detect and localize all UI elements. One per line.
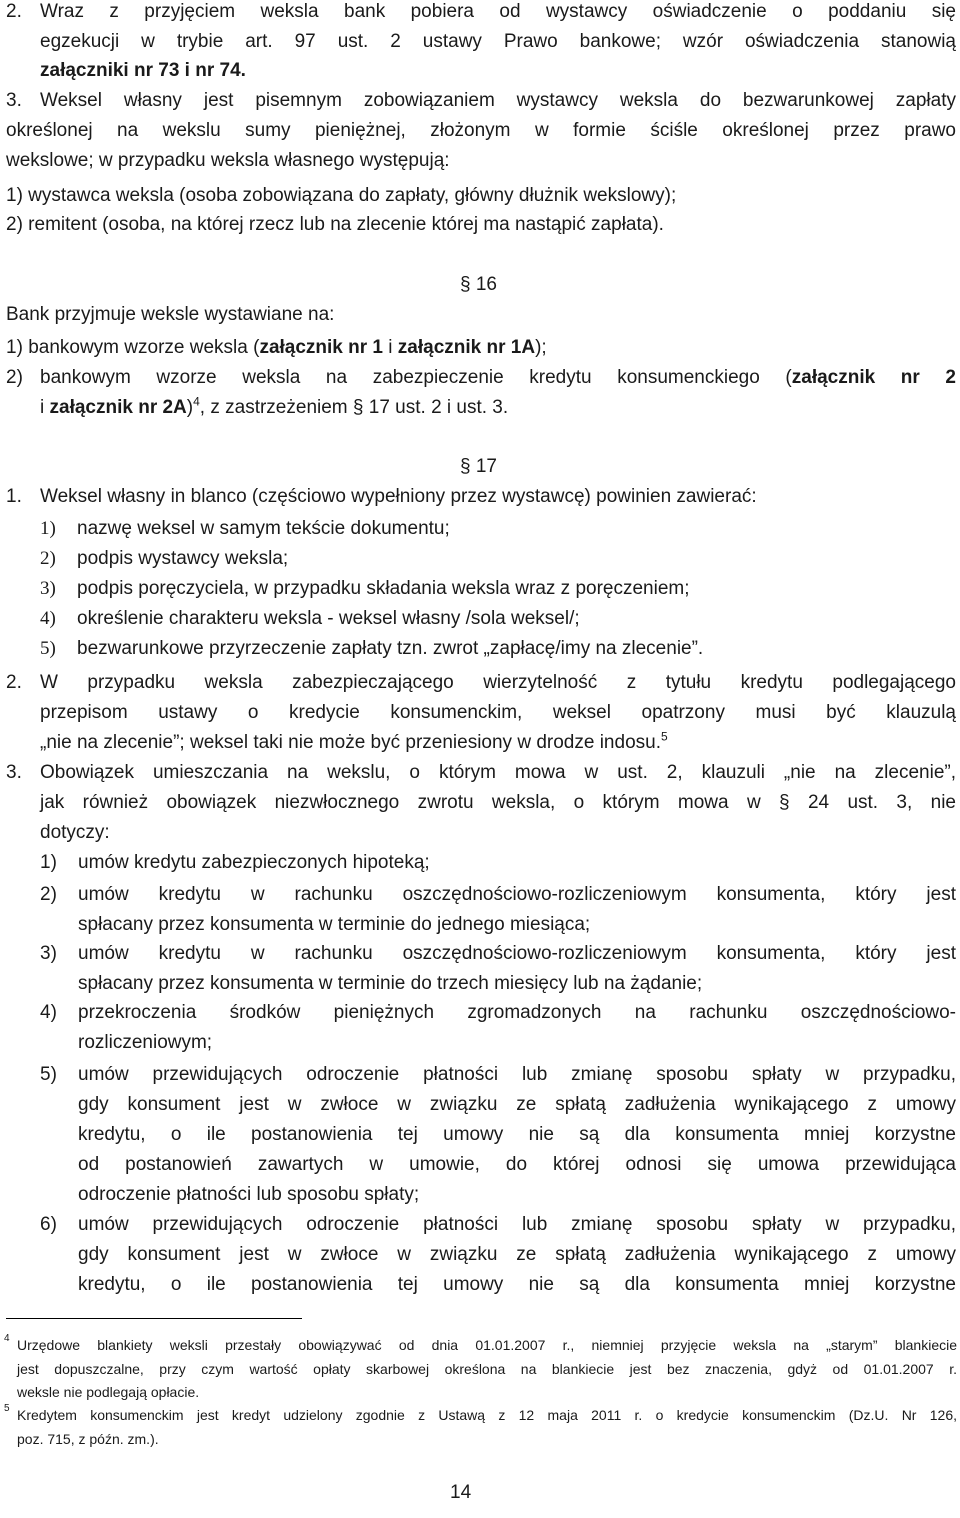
footnote-line: Urzędowe blankiety weksli przestały obowiązywać od dnia 01.01.2007 r., niemniej przyjęcie weksla na „starym” blankiecie xyxy=(17,1337,957,1353)
footnote-mark: 5 xyxy=(4,1403,10,1414)
inner-item-number: 5) xyxy=(40,1064,57,1085)
footnote-mark: 4 xyxy=(4,1333,10,1344)
inner-item-number: 5) xyxy=(40,638,56,659)
footnote-line: weksle nie podlegają opłacie. xyxy=(17,1384,200,1400)
list-item-continuation: i załącznik nr 2A)$^4$, z zastrzeżeniem § 17 ust. 2 i ust. 3. xyxy=(40,394,509,418)
inner-item-text: nazwę weksel w samym tekście dokumentu; xyxy=(77,518,450,539)
inner-item-line: spłacany przez konsumenta w terminie do jednego miesiąca; xyxy=(78,914,591,935)
list-item: 1) wystawca weksla (osoba zobowiązana do zapłaty, główny dłużnik wekslowy); xyxy=(6,185,677,206)
paragraph-line: egzekucji w trybie art. 97 ust. 2 ustawy Prawo bankowe; wzór oświadczenia stanowią xyxy=(40,31,956,52)
inner-item-text: podpis poręczyciela, w przypadku składania weksla wraz z poręczeniem; xyxy=(77,578,690,599)
inner-item-line: umów kredytu zabezpieczonych hipoteką; xyxy=(78,852,430,873)
paragraph-line: dotyczy: xyxy=(40,822,110,843)
inner-item-number: 4) xyxy=(40,608,56,629)
inner-item-line: umów kredytu w rachunku oszczędnościowo-rozliczeniowym konsumenta, który jest xyxy=(78,943,956,964)
paragraph-line: przepisom ustawy o kredycie konsumenckim, weksel opatrzony musi być klauzulą xyxy=(40,702,956,723)
inner-item-number: 3) xyxy=(40,578,56,599)
paragraph-line: W przypadku weksla zabezpieczającego wierzytelność z tytułu kredytu podlegającego xyxy=(40,672,956,693)
inner-item-text: określenie charakteru weksla - weksel własny /sola weksel/; xyxy=(77,608,580,629)
inner-item-text: podpis wystawcy weksla; xyxy=(77,548,289,569)
inner-item-number: 1) xyxy=(40,518,56,539)
item-number: 3. xyxy=(6,762,22,783)
inner-item-line: kredytu, o ile postanowienia tej umowy nie są dla konsumenta mniej korzystne xyxy=(78,1124,956,1145)
inner-item-line: przekroczenia środków pieniężnych zgromadzonych na rachunku oszczędnościowo- xyxy=(78,1002,956,1023)
inner-item-line: gdy konsument jest w zwłoce w związku ze spłatą zadłużenia wynikającego z umowy xyxy=(78,1244,956,1265)
inner-item-text: bezwarunkowe przyrzeczenie zapłaty tzn. zwrot „zapłacę/imy na zlecenie”. xyxy=(77,638,704,659)
inner-item-number: 2) xyxy=(40,548,56,569)
section-heading: § 17 xyxy=(460,456,497,477)
list-item: 1) bankowym wzorze weksla (załącznik nr 1 i załącznik nr 1A); xyxy=(6,337,547,358)
page-number: 14 xyxy=(450,1482,472,1503)
paragraph-line: załączniki nr 73 i nr 74. xyxy=(40,60,246,81)
inner-item-number: 2) xyxy=(40,884,57,905)
list-item: bankowym wzorze weksla na zabezpieczenie kredytu konsumenckiego (załącznik nr 2 xyxy=(40,367,956,388)
footnote-line: Kredytem konsumenckim jest kredyt udzielony zgodnie z Ustawą z 12 maja 2011 r. o kredycie konsumenckim (Dz.U. Nr 126, xyxy=(17,1407,957,1423)
section-intro: Bank przyjmuje weksle wystawiane na: xyxy=(6,304,335,325)
footnote-separator xyxy=(6,1318,302,1319)
item-number: 3. xyxy=(6,90,22,111)
paragraph-line: Obowiązek umieszczania na wekslu, o którym mowa w ust. 2, klauzuli „nie na zlecenie”, xyxy=(40,762,956,783)
list-item: 2) remitent (osoba, na której rzecz lub na zlecenie której ma nastąpić zapłata). xyxy=(6,214,664,235)
inner-item-number: 3) xyxy=(40,943,57,964)
footnote-line: poz. 715, z późn. zm.). xyxy=(17,1430,159,1447)
inner-item-line: umów przewidujących odroczenie płatności lub zmianę sposobu spłaty w przypadku, xyxy=(78,1214,956,1235)
section-heading: § 16 xyxy=(460,274,497,295)
inner-item-line: umów przewidujących odroczenie płatności lub zmianę sposobu spłaty w przypadku, xyxy=(78,1064,956,1085)
inner-item-line: odroczenie płatności lub sposobu spłaty; xyxy=(78,1184,420,1205)
inner-item-line: rozliczeniowym; xyxy=(78,1032,213,1053)
footnote-ref: 4 xyxy=(193,394,200,409)
inner-item-number: 4) xyxy=(40,1002,57,1023)
inner-item-line: umów kredytu w rachunku oszczędnościowo-rozliczeniowym konsumenta, który jest xyxy=(78,884,956,905)
item-number: 2) xyxy=(6,367,23,388)
footnote-ref: 5 xyxy=(660,729,668,744)
footnote-line: jest dopuszczalne, przy czym wartość opłaty skarbowej określona na blankiecie jest bez znaczenia, gdyż od 01.01.2007 r. xyxy=(17,1360,957,1377)
inner-item-line: kredytu, o ile postanowienia tej umowy nie są dla konsumenta mniej korzystne xyxy=(78,1274,956,1295)
inner-item-line: spłacany przez konsumenta w terminie do trzech miesięcy lub na żądanie; xyxy=(78,973,703,994)
paragraph-line: „nie na zlecenie”; weksel taki nie może być przeniesiony w drodze indosu.$^5$ xyxy=(40,729,668,753)
paragraph-line: określonej na wekslu sumy pieniężnej, złożonym w formie ściśle określonej przez prawo xyxy=(6,120,956,141)
inner-item-number: 6) xyxy=(40,1214,57,1235)
inner-item-number: 1) xyxy=(40,852,57,873)
paragraph-line: Weksel własny jest pisemnym zobowiązaniem wystawcy weksla do bezwarunkowej zapłaty xyxy=(40,90,956,111)
paragraph-line: jak również obowiązek niezwłocznego zwrotu weksla, o którym mowa w § 24 ust. 3, nie xyxy=(40,792,956,813)
item-number: 1. xyxy=(6,486,22,507)
inner-item-line: gdy konsument jest w zwłoce w związku ze spłatą zadłużenia wynikającego z umowy xyxy=(78,1094,956,1115)
paragraph-line: Wraz z przyjęciem weksla bank pobiera od wystawcy oświadczenie o poddaniu się xyxy=(40,1,956,22)
paragraph-line: wekslowe; w przypadku weksla własnego występują: xyxy=(6,150,450,171)
item-number: 2. xyxy=(6,1,22,22)
inner-item-line: od postanowień zawartych w umowie, do której odnosi się umowa przewidująca xyxy=(78,1154,956,1175)
item-number: 2. xyxy=(6,672,22,693)
paragraph-line: Weksel własny in blanco (częściowo wypełniony przez wystawcę) powinien zawierać: xyxy=(40,486,757,507)
